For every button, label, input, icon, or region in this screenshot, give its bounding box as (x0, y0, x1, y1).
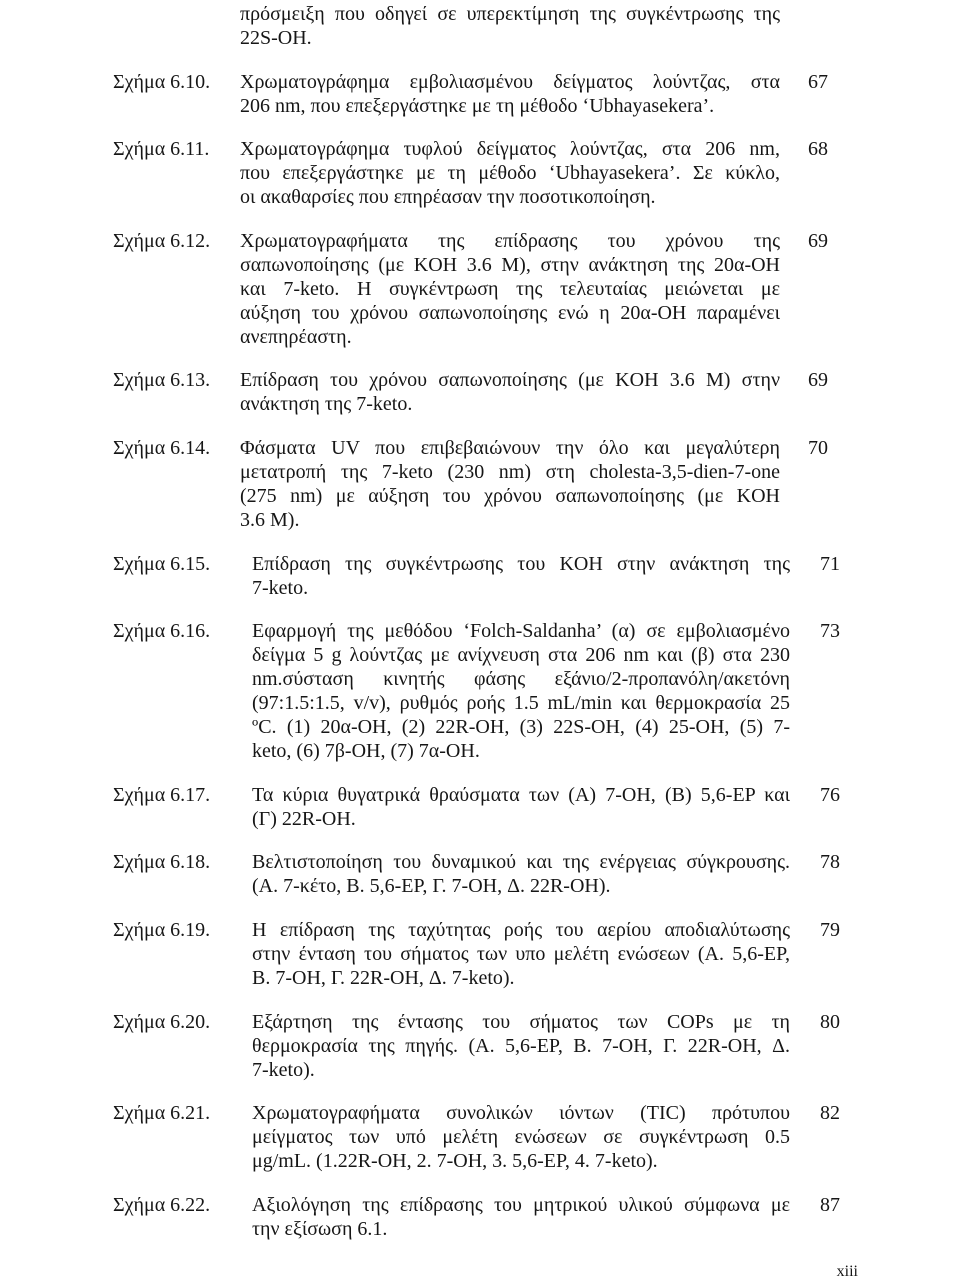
figure-page-number: 71 (820, 552, 840, 575)
figure-page-number: 80 (820, 1010, 840, 1033)
figure-entry (0, 1010, 960, 1082)
figure-caption-line: (Γ) 22R-OH. (252, 807, 356, 830)
figure-page-number: 87 (820, 1193, 840, 1216)
figure-caption-line: Επίδραση της συγκέντρωσης του KOH στην ανάκτηση της (252, 552, 790, 575)
figure-entry (0, 783, 960, 831)
figure-label: Σχήμα 6.16. (113, 620, 211, 643)
figure-page-number: 82 (820, 1102, 840, 1125)
figure-caption-line: ανάκτηση της 7-keto. (240, 393, 413, 416)
figure-caption-line: 22S-OH. (240, 27, 312, 49)
figure-label: Σχήμα 6.20. (113, 1010, 211, 1033)
list-of-figures (0, 2, 960, 1241)
figure-caption-line: Αξιολόγηση της επίδρασης του μητρικού υλικού σύμφωνα με (252, 1193, 790, 1216)
figure-caption-line: ºC. (1) 20α-OH, (2) 22R-OH, (3) 22S-OH, (4) 25-OH, (5) 7- (252, 716, 790, 739)
figure-caption-line: Εφαρμογή της μεθόδου ‘Folch-Saldanha’ (α) σε εμβολιασμένο (252, 620, 790, 643)
figure-caption-line: στην ένταση του σήματος των υπο μελέτη ενώσεων (Α. 5,6-EP, (252, 942, 790, 965)
figure-entry (0, 137, 960, 209)
figure-label: Σχήμα 6.14. (113, 436, 211, 459)
figure-page-number: 70 (808, 436, 828, 459)
figure-label: Σχήμα 6.22. (113, 1193, 211, 1216)
figure-entry (0, 70, 960, 118)
figure-page-number: 67 (808, 70, 828, 93)
figure-entry (0, 850, 960, 898)
figure-label: Σχήμα 6.17. (113, 783, 211, 806)
figure-caption-line: ανεπηρέαστη. (240, 325, 352, 348)
figure-page-number: 79 (820, 918, 840, 941)
figure-caption (240, 2, 780, 50)
figure-caption-line: μετατροπή της 7-keto (230 nm) στη cholesta-3,5-dien-7-one (240, 460, 780, 483)
figure-caption-line: Χρωματογραφήματα της επίδρασης του χρόνου της (240, 229, 780, 252)
figure-label: Σχήμα 6.19. (113, 918, 211, 941)
figure-caption (252, 619, 790, 763)
figure-caption (240, 70, 780, 118)
figure-caption (252, 1101, 790, 1173)
figure-caption (240, 229, 780, 349)
figure-caption-line: Εξάρτηση της έντασης του σήματος των COPs με τη (252, 1010, 790, 1033)
figure-caption-line: Βελτιστοποίηση του δυναμικού και της ενέργειας σύγκρουσης. (252, 851, 790, 874)
figure-page-number: 76 (820, 783, 840, 806)
figure-label: Σχήμα 6.11. (113, 138, 210, 161)
figure-caption-line: (Α. 7-κέτο, Β. 5,6-EP, Γ. 7-OH, Δ. 22R-OH). (252, 875, 611, 898)
figure-page-number: 68 (808, 138, 828, 161)
figure-caption-line: και 7-keto. Η συγκέντρωση της τελευταίας μειώνεται με (240, 277, 780, 300)
figure-caption-line: Η επίδραση της ταχύτητας ροής του αερίου αποδιαλύτωσης (252, 918, 790, 941)
figure-caption (252, 1010, 790, 1082)
figure-caption-line: Χρωματογράφημα τυφλού δείγματος λούντζας, στα 206 nm, (240, 138, 780, 161)
figure-caption-line: 206 nm, που επεξεργάστηκε με τη μέθοδο ‘Ubhayasekera’. (240, 94, 715, 117)
figure-caption-line: σαπωνοποίησης (με KOH 3.6 M), στην ανάκτηση της 20α-OH (240, 253, 780, 276)
figure-page-number: 73 (820, 620, 840, 643)
figure-entry (0, 918, 960, 990)
figure-caption (252, 850, 790, 898)
figure-entry (0, 368, 960, 416)
figure-entry (0, 1193, 960, 1241)
figure-entry (0, 229, 960, 349)
figure-page-number: 69 (808, 369, 828, 392)
figure-label: Σχήμα 6.10. (113, 70, 211, 93)
figure-entry (0, 436, 960, 532)
figure-caption-line: μg/mL. (1.22R-OH, 2. 7-OH, 3. 5,6-EP, 4. 7-keto). (252, 1150, 658, 1173)
figure-label: Σχήμα 6.13. (113, 369, 211, 392)
figure-entry (0, 619, 960, 763)
figure-page-number: 78 (820, 851, 840, 874)
figure-caption (252, 783, 790, 831)
figure-caption (240, 137, 780, 209)
figure-caption-line: την εξίσωση 6.1. (252, 1217, 388, 1240)
figure-caption-line: Τα κύρια θυγατρικά θραύσματα των (A) 7-OH, (B) 5,6-EP και (252, 783, 790, 806)
figure-caption-line: Χρωματογράφημα εμβολιασμένου δείγματος λούντζας, στα (240, 70, 780, 93)
figure-caption-line: πρόσμειξη που οδηγεί σε υπερεκτίμηση της συγκέντρωσης της (240, 3, 780, 25)
figure-caption-line: θερμοκρασία της πηγής. (Α. 5,6-EP, Β. 7-OH, Γ. 22R-OH, Δ. (252, 1034, 790, 1057)
figure-caption-line: αύξηση του χρόνου σαπωνοποίησης ενώ η 20α-OH παραμένει (240, 301, 780, 324)
figure-entry (0, 1101, 960, 1173)
figure-caption-line: nm.σύσταση κινητής φάσης εξάνιο/2-προπανόλη/ακετόνη (252, 668, 790, 691)
figure-caption-line: που επεξεργάστηκε με τη μέθοδο ‘Ubhayasekera’. Σε κύκλο, (240, 162, 780, 185)
page-number: xiii (836, 1263, 858, 1280)
figure-caption-line: Β. 7-OH, Γ. 22R-OH, Δ. 7-keto). (252, 966, 515, 989)
figure-caption-line: Χρωματογραφήματα συνολικών ιόντων (TIC) πρότυπου (252, 1102, 790, 1125)
figure-caption-line: 3.6 M). (240, 508, 300, 531)
figure-caption-line: οι ακαθαρσίες που επηρέασαν την ποσοτικοποίηση. (240, 186, 656, 209)
figure-caption-line: Φάσματα UV που επιβεβαιώνουν την όλο και μεγαλύτερη (240, 436, 780, 459)
figure-label: Σχήμα 6.12. (113, 229, 211, 252)
figure-caption (252, 1193, 790, 1241)
figure-caption-line: keto, (6) 7β-OH, (7) 7α-OH. (252, 740, 480, 763)
figure-caption (252, 918, 790, 990)
continued-figure-caption (0, 2, 960, 50)
figure-caption (240, 368, 780, 416)
figure-caption (240, 436, 780, 532)
figure-caption-line: μείγματος των υπό μελέτη ενώσεων σε συγκέντρωση 0.5 (252, 1126, 790, 1149)
figure-label: Σχήμα 6.15. (113, 552, 211, 575)
figure-label: Σχήμα 6.18. (113, 851, 211, 874)
figure-caption (252, 552, 790, 600)
figure-page-number: 69 (808, 229, 828, 252)
figure-caption-line: δείγμα 5 g λούντζας με ανίχνευση στα 206 nm και (β) στα 230 (252, 644, 790, 667)
figure-caption-line: 7-keto). (252, 1058, 315, 1081)
figure-caption-line: Επίδραση του χρόνου σαπωνοποίησης (με KOH 3.6 M) στην (240, 369, 780, 392)
figure-caption-line: (97:1.5:1.5, v/v), ρυθμός ροής 1.5 mL/min και θερμοκρασία 25 (252, 692, 790, 715)
figure-entry (0, 552, 960, 600)
figure-caption-line: (275 nm) με αύξηση του χρόνου σαπωνοποίησης (με KOH (240, 484, 780, 507)
figure-label: Σχήμα 6.21. (113, 1102, 211, 1125)
figure-caption-line: 7-keto. (252, 576, 309, 599)
